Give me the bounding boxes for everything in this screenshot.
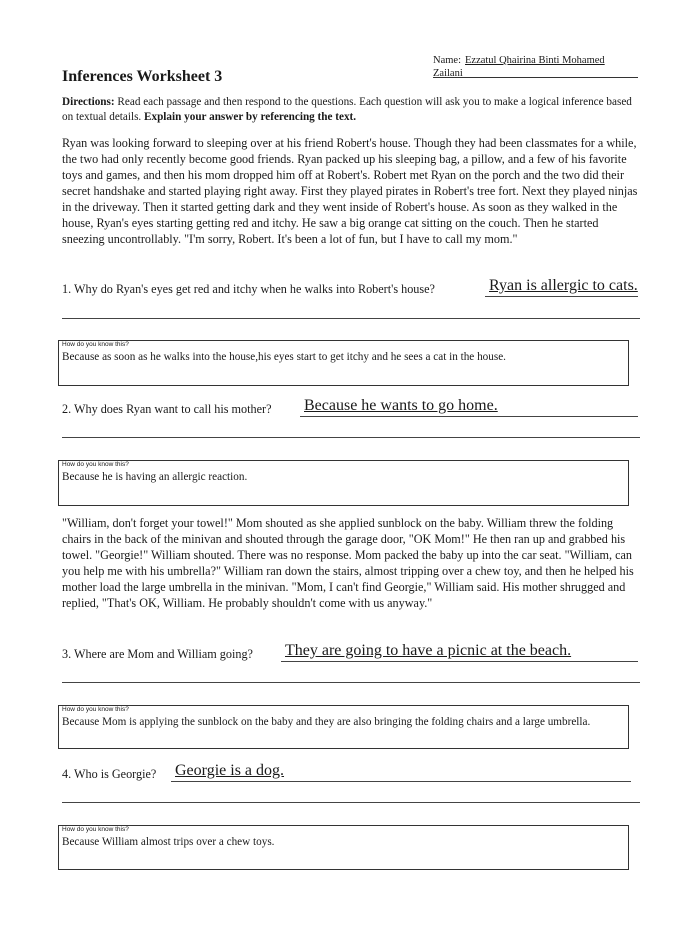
evidence-box-1[interactable] [58,340,629,386]
passage-1: Ryan was looking forward to sleeping over at his friend Robert's house. Though they had been classmates for a while, the two had only recently become good friends. Ryan packed up his sleeping bag, a pillow, and a few of his favorite toys and games, and then his mom dropped him off at Robert's. Robert met Ryan on the porch and the two did their secret handshake and started playing right away. First they played pirates in Robert's tree fort. Next they played ninjas in the driveway. Then it started getting dark and they went inside of Robert's house. As soon as they walked in the house, Ryan's eyes starting getting red and itchy. He saw a big orange cat sitting on the couch. Then he started sneezing uncontrollably. "I'm sorry, Robert. It's been a lot of fun, but I have to call my mom." [62,136,638,246]
answer-rule-2 [62,437,640,438]
evidence-label-3: How do you know this? [62,706,129,713]
answer-field-1[interactable] [485,277,638,297]
question-2: 2. Why does Ryan want to call his mother? [62,402,272,416]
passage-2: "William, don't forget your towel!" Mom shouted as she applied sunblock on the baby. William threw the folding chairs in the back of the minivan and shouted through the garage door, "OK Mom!" He then ran up and grabbed his towel. "Georgie!" William shouted. There was no response. Mom packed the baby up into the car seat. "William, can you help me with his umbrella?" William ran down the stairs, almost tripping over a chew toy, and then he helped his mother load the large umbrella in the minivan. "Mom, I can't find Georgie," William said. His mother shrugged and replied, "That's OK, William. He probably shouldn't come with us anyway." [62,516,634,610]
evidence-text-2: Because he is having an allergic reaction. [62,471,248,483]
page-title: Inferences Worksheet 3 [62,68,223,85]
directions-text: Read each passage and then respond to the questions. Each question will ask you to make a logical inference based on textual details. [62,96,632,123]
name-block [433,54,638,80]
name-label: Name: [433,55,461,66]
answer-rule-3 [62,682,640,683]
name-value[interactable]: Ezzatul Qhairina Binti Mohamed [465,55,605,66]
evidence-text-4: Because William almost trips over a chew toys. [62,836,275,848]
answer-text-2: Because he wants to go home. [304,397,498,414]
answer-field-3[interactable] [281,642,638,662]
answer-text-3: They are going to have a picnic at the beach. [285,642,572,659]
evidence-text-3: Because Mom is applying the sunblock on the baby and they are also bringing the folding chairs and a large umbrella. [62,716,591,728]
directions [62,95,636,125]
answer-rule-4 [62,802,640,803]
answer-text-4: Georgie is a dog. [175,762,285,779]
question-3: 3. Where are Mom and William going? [62,647,253,661]
evidence-text-1: Because as soon as he walks into the house,his eyes start to get itchy and he sees a cat in the house. [62,351,506,363]
directions-emphasis: Explain your answer by referencing the text. [144,111,357,123]
evidence-box-3[interactable] [58,705,629,749]
answer-text-1: Ryan is allergic to cats. [489,277,638,294]
directions-label: Directions: [62,96,115,108]
name-underline [433,77,638,78]
evidence-box-2[interactable] [58,460,629,506]
name-value-continued[interactable]: Zailani [433,68,463,79]
answer-field-2[interactable] [300,397,638,417]
question-4: 4. Who is Georgie? [62,767,157,781]
evidence-box-4[interactable] [58,825,629,870]
answer-field-4[interactable] [171,762,631,782]
evidence-label-2: How do you know this? [62,461,129,468]
evidence-label-4: How do you know this? [62,826,129,833]
answer-rule-1 [62,318,640,319]
question-1: 1. Why do Ryan's eyes get red and itchy when he walks into Robert's house? [62,282,435,296]
evidence-label-1: How do you know this? [62,341,129,348]
